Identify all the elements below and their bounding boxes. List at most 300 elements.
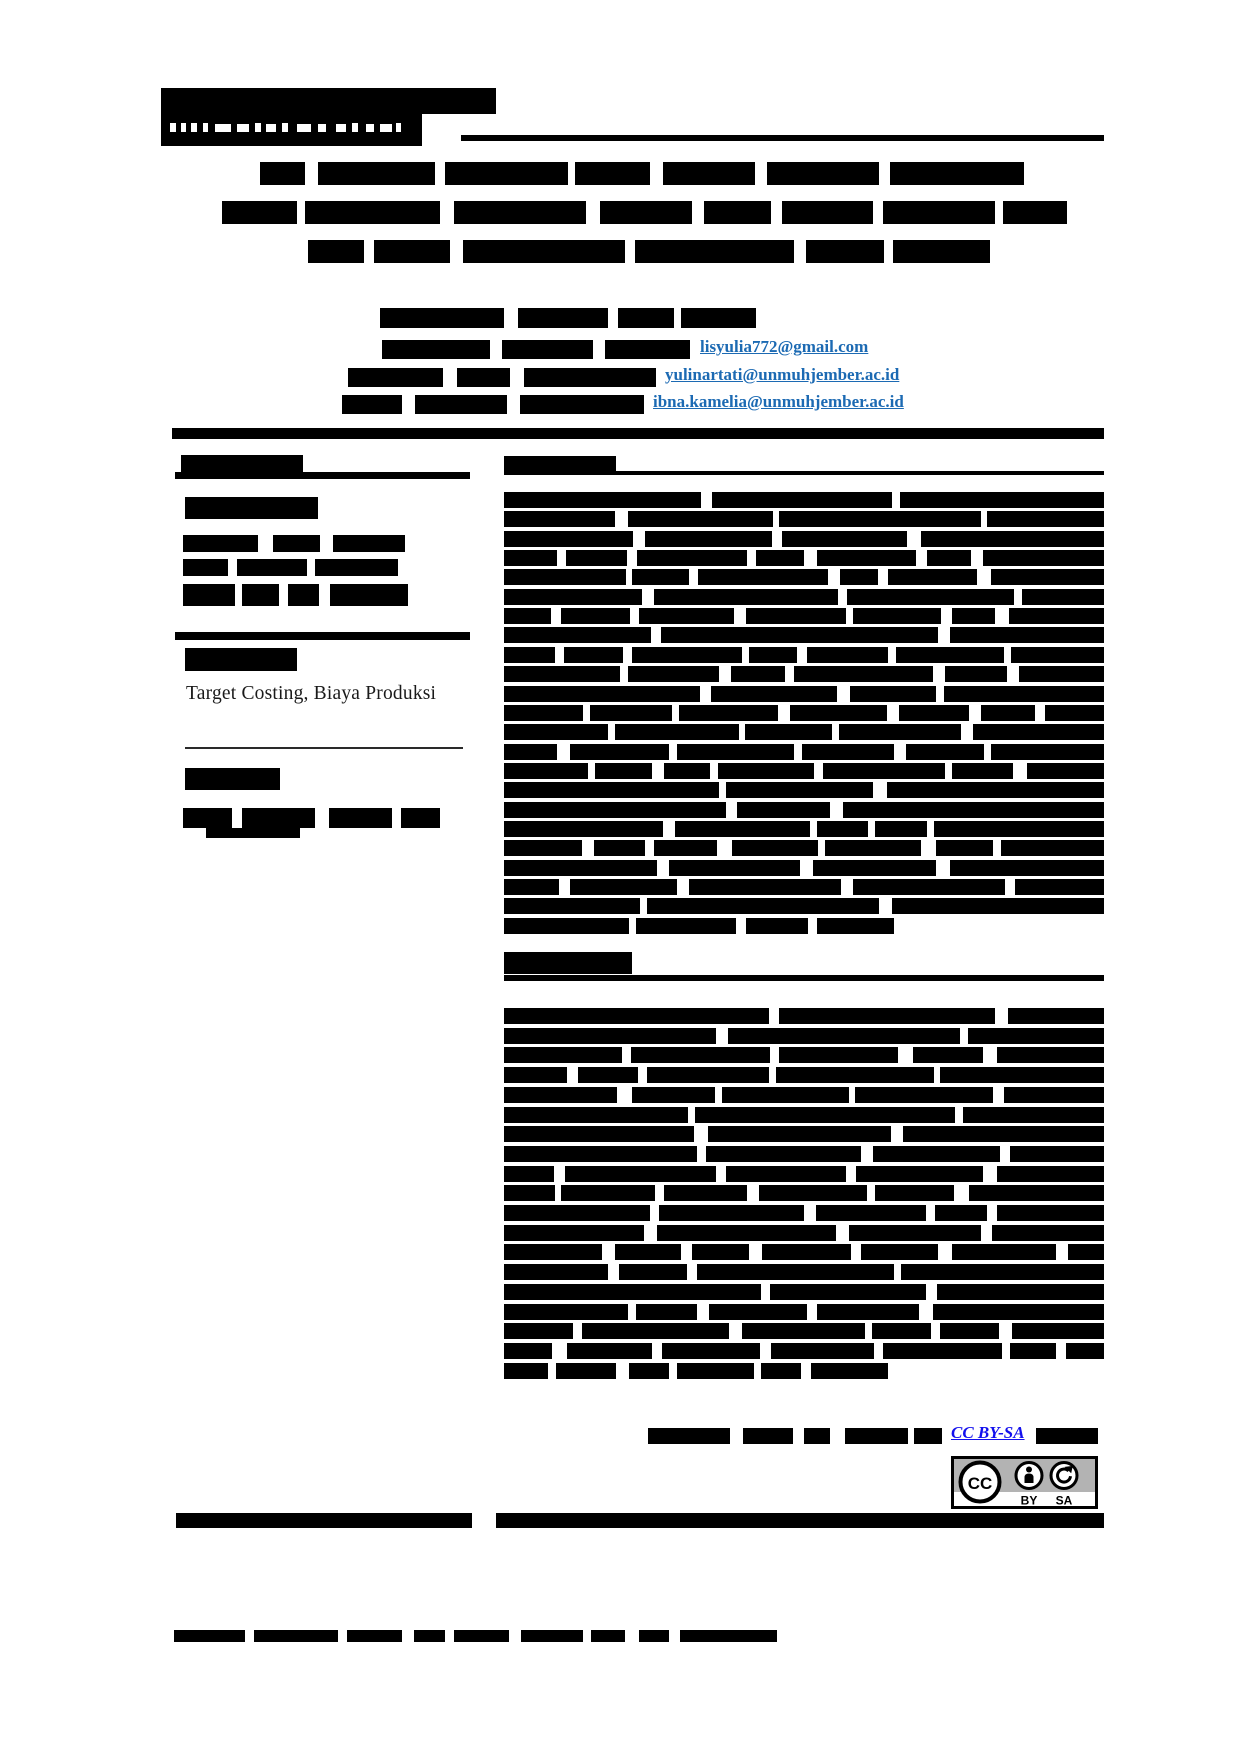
redaction-segment bbox=[380, 308, 504, 328]
redaction-segment bbox=[855, 1087, 993, 1103]
redaction-segment bbox=[1001, 840, 1104, 856]
redaction-segment bbox=[521, 1630, 583, 1642]
redaction-segment bbox=[1068, 1244, 1104, 1260]
redaction-segment bbox=[504, 666, 620, 682]
redaction-segment bbox=[1010, 1343, 1056, 1359]
redaction-segment bbox=[981, 705, 1035, 721]
redaction-segment bbox=[504, 1264, 608, 1280]
redaction-segment bbox=[1045, 705, 1104, 721]
redaction-segment bbox=[708, 1126, 891, 1142]
header-reversed-text-chip bbox=[396, 123, 401, 132]
redaction-segment bbox=[745, 724, 832, 740]
top-separator-rule bbox=[172, 428, 1104, 439]
redaction-segment bbox=[712, 492, 892, 508]
keywords-en-tail-redacted bbox=[206, 828, 300, 838]
redaction-segment bbox=[1036, 1428, 1098, 1444]
redaction-segment bbox=[595, 763, 653, 779]
redaction-segment bbox=[570, 879, 677, 895]
redaction-segment bbox=[502, 340, 593, 359]
article-history-label-redacted bbox=[185, 497, 318, 519]
redaction-segment bbox=[853, 879, 1005, 895]
redaction-segment bbox=[518, 308, 608, 328]
redaction-segment bbox=[504, 569, 626, 585]
redaction-segment bbox=[183, 559, 228, 576]
redaction-segment bbox=[659, 1205, 804, 1221]
redaction-segment bbox=[779, 1047, 898, 1063]
redaction-segment bbox=[888, 569, 977, 585]
redaction-segment bbox=[677, 744, 794, 760]
redaction-segment bbox=[618, 308, 674, 328]
redaction-segment bbox=[853, 608, 942, 624]
redaction-segment bbox=[663, 162, 755, 185]
redaction-segment bbox=[504, 686, 700, 702]
redaction-segment bbox=[504, 1205, 650, 1221]
redaction-segment bbox=[504, 1126, 694, 1142]
redaction-segment bbox=[504, 492, 701, 508]
header-reversed-text-chip bbox=[215, 124, 231, 132]
redaction-segment bbox=[737, 802, 831, 818]
abstract-en-paragraph-line-12 bbox=[504, 1225, 1104, 1241]
abstract-en-paragraph-line-13 bbox=[504, 1244, 1104, 1260]
redaction-segment bbox=[779, 511, 981, 527]
kata-kunci-label-redacted bbox=[185, 648, 297, 671]
redaction-segment bbox=[997, 1047, 1104, 1063]
abstract-underline bbox=[504, 975, 1104, 981]
redaction-segment bbox=[591, 1630, 626, 1642]
abstrak-id-paragraph-line-17 bbox=[504, 802, 1104, 818]
redaction-segment bbox=[575, 162, 651, 185]
redaction-segment bbox=[704, 201, 771, 224]
redaction-segment bbox=[648, 1428, 730, 1444]
redaction-segment bbox=[664, 763, 711, 779]
redaction-segment bbox=[963, 1107, 1104, 1123]
abstrak-id-paragraph-line-1 bbox=[504, 492, 1104, 508]
open-access-statement-redacted bbox=[648, 1428, 942, 1444]
redaction-segment bbox=[288, 584, 318, 606]
redaction-segment bbox=[893, 240, 990, 263]
cc-by-sa-badge[interactable] bbox=[951, 1456, 1098, 1509]
abstract-en-paragraph-line-18 bbox=[504, 1343, 1104, 1359]
redaction-segment bbox=[374, 240, 449, 263]
redaction-segment bbox=[504, 1323, 573, 1339]
redaction-segment bbox=[847, 589, 1014, 605]
redaction-segment bbox=[728, 1028, 960, 1044]
redaction-segment bbox=[770, 1284, 926, 1300]
redaction-segment bbox=[463, 240, 625, 263]
redaction-segment bbox=[445, 162, 568, 185]
header-reversed-text-chip bbox=[181, 123, 186, 132]
author-email-link-2[interactable]: yulinartati@unmuhjember.ac.id bbox=[665, 365, 900, 384]
redaction-segment bbox=[695, 1107, 956, 1123]
redaction-segment bbox=[647, 1067, 770, 1083]
abstrak-id-paragraph-line-23 bbox=[504, 918, 894, 934]
redaction-segment bbox=[504, 608, 551, 624]
abstrak-id-paragraph-line-12 bbox=[504, 705, 1104, 721]
redaction-segment bbox=[664, 1185, 747, 1201]
redaction-segment bbox=[746, 608, 846, 624]
redaction-segment bbox=[743, 1428, 794, 1444]
redaction-segment bbox=[504, 1343, 552, 1359]
redaction-segment bbox=[823, 763, 945, 779]
redaction-segment bbox=[1008, 1008, 1104, 1024]
abstract-en-paragraph-line-5 bbox=[504, 1087, 1104, 1103]
abstract-en-paragraph-line-19 bbox=[504, 1363, 888, 1379]
redaction-segment bbox=[732, 840, 818, 856]
redaction-segment bbox=[817, 1304, 919, 1320]
redaction-segment bbox=[308, 240, 364, 263]
redaction-segment bbox=[840, 569, 878, 585]
redaction-segment bbox=[415, 395, 507, 414]
redaction-segment bbox=[504, 898, 640, 914]
redaction-segment bbox=[709, 1304, 807, 1320]
abstract-en-paragraph-line-3 bbox=[504, 1047, 1104, 1063]
redaction-segment bbox=[567, 1343, 653, 1359]
redaction-segment bbox=[504, 1107, 688, 1123]
sidebar-mid-rule bbox=[175, 632, 470, 640]
redaction-segment bbox=[992, 1225, 1104, 1241]
redaction-segment bbox=[1066, 1343, 1104, 1359]
redaction-segment bbox=[504, 782, 719, 798]
abstrak-id-paragraph-line-9 bbox=[504, 647, 1104, 663]
redaction-segment bbox=[698, 569, 827, 585]
redaction-segment bbox=[1019, 666, 1104, 682]
redaction-segment bbox=[933, 1304, 1104, 1320]
abstrak-id-paragraph-line-14 bbox=[504, 744, 1104, 760]
redaction-segment bbox=[969, 1185, 1104, 1201]
redaction-segment bbox=[935, 1205, 987, 1221]
redaction-segment bbox=[454, 1630, 508, 1642]
redaction-segment bbox=[504, 1067, 567, 1083]
header-rule bbox=[461, 135, 1104, 141]
redaction-segment bbox=[945, 666, 1007, 682]
affiliation-3-redacted bbox=[342, 395, 644, 414]
header-reversed-text-chip bbox=[297, 124, 311, 132]
abstrak-id-paragraph-line-2 bbox=[504, 511, 1104, 527]
title-line-3-redacted bbox=[308, 240, 990, 263]
redaction-segment bbox=[504, 1225, 644, 1241]
redaction-segment bbox=[520, 395, 644, 414]
abstrak-id-paragraph-line-19 bbox=[504, 840, 1104, 856]
header-reversed-text-chip bbox=[352, 123, 358, 132]
abstract-en-paragraph-line-6 bbox=[504, 1107, 1104, 1123]
redaction-segment bbox=[1003, 201, 1067, 224]
redaction-segment bbox=[681, 308, 756, 328]
redaction-segment bbox=[504, 744, 557, 760]
redaction-segment bbox=[761, 1363, 800, 1379]
redaction-segment bbox=[183, 808, 232, 828]
redaction-segment bbox=[906, 744, 983, 760]
redaction-segment bbox=[305, 201, 440, 224]
redaction-segment bbox=[504, 647, 555, 663]
redaction-segment bbox=[1027, 763, 1104, 779]
redaction-segment bbox=[619, 1264, 686, 1280]
svg-text:CC: CC bbox=[967, 1474, 993, 1493]
keywords-label-redacted bbox=[185, 768, 280, 790]
abstrak-id-paragraph-line-15 bbox=[504, 763, 1104, 779]
redaction-segment bbox=[816, 1205, 926, 1221]
redaction-segment bbox=[600, 201, 692, 224]
redaction-segment bbox=[1010, 1146, 1104, 1162]
header-reversed-text-chip bbox=[318, 124, 326, 132]
redaction-segment bbox=[679, 705, 778, 721]
redaction-segment bbox=[804, 1428, 830, 1444]
redaction-segment bbox=[661, 627, 938, 643]
redaction-segment bbox=[952, 1244, 1056, 1260]
redaction-segment bbox=[706, 1146, 861, 1162]
redaction-segment bbox=[1012, 1323, 1104, 1339]
redaction-segment bbox=[856, 1166, 983, 1182]
redaction-segment bbox=[636, 918, 736, 934]
redaction-segment bbox=[504, 879, 559, 895]
redaction-segment bbox=[183, 584, 235, 606]
redaction-segment bbox=[873, 1146, 999, 1162]
footer-citation-redacted bbox=[174, 1630, 777, 1642]
redaction-segment bbox=[697, 1264, 894, 1280]
redaction-segment bbox=[524, 368, 656, 387]
header-reversed-text-chip bbox=[266, 124, 276, 132]
redaction-segment bbox=[1011, 647, 1104, 663]
redaction-segment bbox=[934, 821, 1104, 837]
redaction-segment bbox=[635, 240, 795, 263]
redaction-segment bbox=[183, 535, 258, 552]
abstract-en-paragraph-line-11 bbox=[504, 1205, 1104, 1221]
header-reversed-text-chip bbox=[203, 123, 208, 132]
redaction-segment bbox=[952, 608, 995, 624]
redaction-segment bbox=[647, 898, 879, 914]
redaction-segment bbox=[1015, 879, 1104, 895]
redaction-segment bbox=[936, 840, 994, 856]
left-bottom-rule bbox=[176, 1513, 472, 1528]
abstrak-id-paragraph-line-16 bbox=[504, 782, 1104, 798]
redaction-segment bbox=[983, 550, 1104, 566]
redaction-segment bbox=[504, 511, 615, 527]
redaction-segment bbox=[944, 686, 1104, 702]
redaction-segment bbox=[342, 395, 402, 414]
redaction-segment bbox=[504, 1185, 555, 1201]
cc-logo-icon bbox=[961, 1463, 1000, 1502]
redaction-segment bbox=[952, 763, 1013, 779]
abstrak-underline bbox=[504, 471, 1104, 475]
abstract-en-paragraph-line-1 bbox=[504, 1008, 1104, 1024]
redaction-segment bbox=[813, 860, 936, 876]
redaction-segment bbox=[875, 1185, 954, 1201]
redaction-segment bbox=[927, 550, 971, 566]
redaction-segment bbox=[845, 1428, 908, 1444]
header-reversed-text-chip bbox=[380, 124, 392, 132]
redaction-segment bbox=[348, 368, 443, 387]
redaction-segment bbox=[997, 1205, 1104, 1221]
redaction-segment bbox=[937, 1284, 1104, 1300]
badge-by-label: BY bbox=[1020, 1493, 1038, 1508]
sidebar-thin-rule bbox=[185, 747, 463, 749]
redaction-segment bbox=[631, 1047, 770, 1063]
redaction-segment bbox=[628, 511, 773, 527]
redaction-segment bbox=[566, 550, 627, 566]
redaction-segment bbox=[637, 550, 748, 566]
redaction-segment bbox=[722, 1087, 849, 1103]
redaction-segment bbox=[711, 686, 837, 702]
redaction-segment bbox=[887, 782, 1104, 798]
redaction-segment bbox=[896, 647, 1004, 663]
abstract-en-paragraph-line-17 bbox=[504, 1323, 1104, 1339]
redaction-segment bbox=[811, 1363, 888, 1379]
redaction-segment bbox=[561, 1185, 654, 1201]
redaction-segment bbox=[861, 1244, 938, 1260]
redaction-segment bbox=[669, 860, 800, 876]
redaction-segment bbox=[329, 808, 391, 828]
abstract-en-paragraph-line-15 bbox=[504, 1284, 1104, 1300]
redaction-segment bbox=[689, 879, 840, 895]
redaction-segment bbox=[504, 860, 657, 876]
redaction-segment bbox=[632, 647, 742, 663]
redaction-segment bbox=[504, 1166, 554, 1182]
abstract-en-paragraph-line-7 bbox=[504, 1126, 1104, 1142]
redaction-segment bbox=[883, 1343, 1002, 1359]
redaction-segment bbox=[174, 1630, 245, 1642]
redaction-segment bbox=[222, 201, 297, 224]
header-reversed-text-chip bbox=[237, 124, 249, 132]
redaction-segment bbox=[242, 808, 314, 828]
abstrak-id-paragraph-line-13 bbox=[504, 724, 1104, 740]
abstrak-id-paragraph-line-21 bbox=[504, 879, 1104, 895]
redaction-segment bbox=[677, 1363, 754, 1379]
redaction-segment bbox=[890, 162, 1024, 185]
redaction-segment bbox=[504, 589, 642, 605]
redaction-segment bbox=[565, 1166, 716, 1182]
redaction-segment bbox=[504, 1047, 622, 1063]
redaction-segment bbox=[913, 1047, 983, 1063]
redaction-segment bbox=[333, 535, 405, 552]
redaction-segment bbox=[645, 531, 771, 547]
header-reversed-text-chip bbox=[366, 124, 374, 132]
journal-header-block-top bbox=[161, 88, 496, 114]
redaction-segment bbox=[628, 666, 719, 682]
badge-sa-label: SA bbox=[1055, 1493, 1073, 1508]
redaction-segment bbox=[901, 1264, 1104, 1280]
redaction-segment bbox=[825, 840, 921, 856]
redaction-segment bbox=[771, 1343, 875, 1359]
redaction-segment bbox=[504, 1304, 628, 1320]
keywords-en-line-redacted bbox=[183, 808, 440, 828]
author-email-link-1[interactable]: lisyulia772@gmail.com bbox=[700, 337, 869, 356]
redaction-segment bbox=[347, 1630, 402, 1642]
redaction-segment bbox=[1004, 1087, 1104, 1103]
redaction-segment bbox=[639, 608, 734, 624]
abstrak-id-paragraph-line-3 bbox=[504, 531, 1104, 547]
redaction-segment bbox=[802, 744, 894, 760]
redaction-segment bbox=[629, 1363, 669, 1379]
redaction-segment bbox=[968, 1028, 1104, 1044]
redaction-segment bbox=[762, 1244, 850, 1260]
by-person-icon bbox=[1016, 1463, 1042, 1489]
redaction-segment bbox=[632, 569, 689, 585]
redaction-segment bbox=[731, 666, 786, 682]
author-email-link-3[interactable]: ibna.kamelia@unmuhjember.ac.id bbox=[653, 392, 904, 411]
abstract-en-paragraph-line-9 bbox=[504, 1166, 1104, 1182]
redaction-segment bbox=[807, 647, 888, 663]
redaction-segment bbox=[657, 1225, 835, 1241]
article-info-underline bbox=[175, 472, 470, 479]
redaction-segment bbox=[875, 821, 927, 837]
header-reversed-text-chip bbox=[170, 123, 176, 132]
authors-line-redacted bbox=[380, 308, 756, 328]
cc-by-sa-license-link[interactable]: CC BY-SA bbox=[951, 1423, 1025, 1442]
redaction-segment bbox=[318, 162, 434, 185]
redaction-segment bbox=[578, 1067, 638, 1083]
history-date-3-redacted bbox=[183, 584, 408, 606]
redaction-segment bbox=[662, 1343, 760, 1359]
affiliation-2-redacted bbox=[348, 368, 656, 387]
redaction-segment bbox=[914, 1428, 942, 1444]
redaction-segment bbox=[987, 511, 1104, 527]
redaction-segment bbox=[782, 201, 873, 224]
redaction-segment bbox=[504, 1008, 769, 1024]
redaction-segment bbox=[746, 918, 808, 934]
redaction-segment bbox=[237, 559, 307, 576]
redaction-segment bbox=[504, 802, 726, 818]
redaction-segment bbox=[504, 705, 583, 721]
redaction-segment bbox=[950, 627, 1104, 643]
redaction-segment bbox=[806, 240, 884, 263]
abstrak-id-paragraph-line-8 bbox=[504, 627, 1104, 643]
redaction-segment bbox=[605, 340, 690, 359]
redaction-segment bbox=[639, 1630, 669, 1642]
redaction-segment bbox=[242, 584, 278, 606]
redaction-segment bbox=[504, 531, 633, 547]
redaction-segment bbox=[991, 569, 1104, 585]
redaction-segment bbox=[1009, 608, 1104, 624]
header-reversed-text-chip bbox=[336, 124, 346, 132]
article-info-heading-redacted bbox=[181, 455, 303, 472]
redaction-segment bbox=[504, 1244, 602, 1260]
header-reversed-text-chip bbox=[255, 123, 261, 132]
redaction-segment bbox=[718, 763, 814, 779]
redaction-segment bbox=[742, 1323, 865, 1339]
abstract-en-paragraph-line-10 bbox=[504, 1185, 1104, 1201]
redaction-segment bbox=[401, 808, 440, 828]
redaction-segment bbox=[504, 627, 651, 643]
redaction-segment bbox=[504, 821, 663, 837]
redaction-segment bbox=[749, 647, 797, 663]
abstract-heading-redacted bbox=[504, 952, 632, 974]
redaction-segment bbox=[940, 1323, 999, 1339]
redaction-segment bbox=[570, 744, 669, 760]
abstract-en-paragraph-line-4 bbox=[504, 1067, 1104, 1083]
redaction-segment bbox=[414, 1630, 445, 1642]
redaction-segment bbox=[504, 550, 557, 566]
redaction-segment bbox=[726, 782, 873, 798]
redaction-segment bbox=[564, 647, 623, 663]
affiliation-1-redacted bbox=[382, 340, 690, 359]
abstrak-id-paragraph-line-6 bbox=[504, 589, 1104, 605]
redaction-segment bbox=[504, 724, 608, 740]
keywords-id-text: Target Costing, Biaya Produksi bbox=[186, 683, 437, 704]
redaction-segment bbox=[794, 666, 933, 682]
redaction-segment bbox=[504, 1284, 761, 1300]
redaction-segment bbox=[457, 368, 510, 387]
redaction-segment bbox=[756, 550, 804, 566]
abstrak-id-paragraph-line-22 bbox=[504, 898, 1104, 914]
redaction-segment bbox=[504, 1363, 548, 1379]
redaction-segment bbox=[654, 840, 717, 856]
redaction-segment bbox=[615, 1244, 681, 1260]
abstrak-id-paragraph-line-7 bbox=[504, 608, 1104, 624]
redaction-segment bbox=[315, 559, 398, 576]
redaction-segment bbox=[330, 584, 408, 606]
redaction-segment bbox=[454, 201, 586, 224]
redaction-segment bbox=[779, 1008, 995, 1024]
redaction-segment bbox=[582, 1323, 728, 1339]
